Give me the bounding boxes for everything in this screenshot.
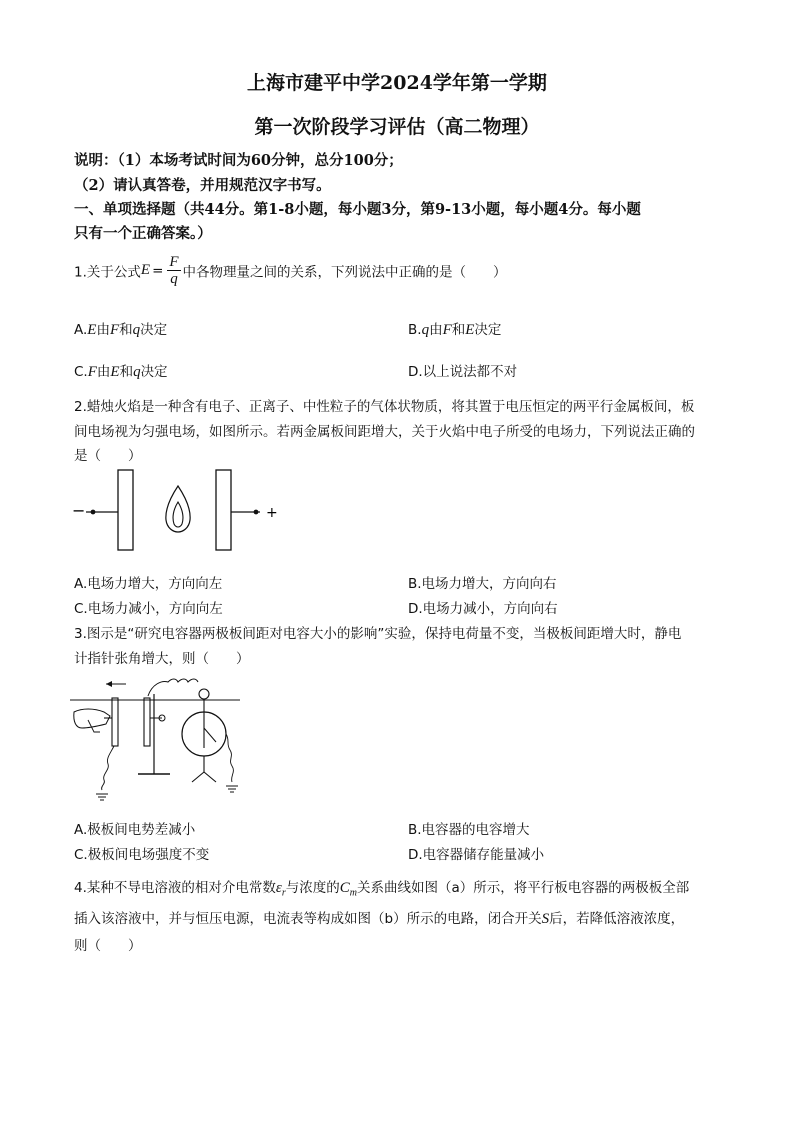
question-4-stem-line2 xyxy=(74,907,684,928)
q1-a-var2: F xyxy=(109,322,120,338)
q1-c-label: C. xyxy=(74,364,88,380)
question-4-stem-line3: 则（ ） xyxy=(74,938,142,954)
q1-a-var3: q xyxy=(132,322,141,338)
left-plate xyxy=(118,470,133,550)
q4-cm-sub: m xyxy=(349,887,357,899)
q2-option-a[interactable]: A.电场力增大，方向向左 xyxy=(74,576,223,592)
q1-suffix: 中各物理量之间的关系，下列说法中正确的是（ ） xyxy=(182,264,507,281)
q2-plates-figure xyxy=(70,466,290,558)
q4-cm: C xyxy=(339,880,350,896)
exam-title-line1: 上海市建平中学2024学年第一学期 xyxy=(247,72,547,94)
q2-option-c[interactable]: C.电场力减小，方向向左 xyxy=(74,601,223,617)
q1-b-text2: 和 xyxy=(451,322,466,338)
q3-option-a[interactable]: A.极板间电势差减小 xyxy=(74,822,196,838)
q1-formula-fraction xyxy=(167,254,180,287)
q1-b-var2: F xyxy=(442,322,452,338)
exam-title-line2: 第一次阶段学习评估（高二物理） xyxy=(254,116,540,138)
question-2-stem-line3: 是（ ） xyxy=(74,448,142,464)
q1-b-var3: E xyxy=(465,322,475,338)
q4-epsilon-sub: r xyxy=(281,887,286,899)
q1-formula-num: F xyxy=(169,254,179,270)
q1-prefix: 1.关于公式 xyxy=(74,264,141,281)
q1-a-text3: 决定 xyxy=(140,322,168,338)
question-2-stem-line1: 2.蜡烛火焰是一种含有电子、正离子、中性粒子的气体状物质，将其置于电压恒定的两平行金属板间，板 xyxy=(74,399,695,415)
q4-l2-b: 后，若降低溶液浓度， xyxy=(549,911,685,927)
q1-option-b[interactable] xyxy=(408,318,501,339)
q1-c-var2: E xyxy=(110,364,120,380)
q1-c-text3: 决定 xyxy=(140,364,168,380)
question-1-stem xyxy=(74,254,507,287)
q1-formula-den: q xyxy=(170,271,178,287)
q2-option-b[interactable]: B.电场力增大，方向向右 xyxy=(408,576,557,592)
section-heading-line1: 一、单项选择题（共44分。第1-8小题，每小题3分，第9-13小题，每小题4分。每小题 xyxy=(74,201,641,218)
note-line2: （2）请认真答卷，并用规范汉字书写。 xyxy=(74,177,331,194)
question-3-stem-line1: 3.图示是“研究电容器两极板间距对电容大小的影响”实验，保持电荷量不变，当极板间距增大时，静电 xyxy=(74,626,682,642)
q1-formula-eq: = xyxy=(152,262,164,279)
q1-option-c[interactable] xyxy=(74,360,168,381)
q3-option-c[interactable]: C.极板间电场强度不变 xyxy=(74,847,210,863)
q4-switch-s: S xyxy=(541,911,550,927)
q1-c-var1: F xyxy=(87,364,97,380)
hand-icon xyxy=(74,709,110,732)
note-line1: 说明：（1）本场考试时间为60分钟，总分100分； xyxy=(74,152,403,169)
q1-formula-lhs: E xyxy=(140,262,151,278)
q1-c-text1: 由 xyxy=(96,364,111,380)
q4-l1-b: 与浓度的 xyxy=(285,880,340,896)
q1-b-text3: 决定 xyxy=(474,322,502,338)
section-heading-line2: 只有一个正确答案。） xyxy=(74,225,212,242)
question-4-stem-line1 xyxy=(74,876,689,899)
q4-l1-a: 4.某种不导电溶液的相对介电常数 xyxy=(74,880,276,896)
q1-option-d[interactable]: D.以上说法都不对 xyxy=(408,364,518,380)
q1-a-text2: 和 xyxy=(119,322,133,338)
q1-c-var3: q xyxy=(133,364,141,380)
q1-option-a[interactable] xyxy=(74,318,167,339)
question-2-stem-line2: 间电场视为匀强电场，如图所示。若两金属板间距增大，关于火焰中电子所受的电场力，下列说法正确的 xyxy=(74,424,695,440)
q1-b-label: B. xyxy=(408,322,422,338)
candle-flame-icon xyxy=(166,486,190,532)
q4-l2-a: 插入该溶液中，并与恒压电源，电流表等构成如图（b）所示的电路，闭合开关 xyxy=(74,911,542,927)
question-3-stem-line2: 计指针张角增大，则（ ） xyxy=(74,651,250,667)
right-plate xyxy=(216,470,231,550)
q1-a-text1: 由 xyxy=(96,322,110,338)
q4-epsilon: ε xyxy=(275,880,282,896)
q3-option-d[interactable]: D.电容器储存能量减小 xyxy=(408,847,545,863)
q4-l1-c: 关系曲线如图（a）所示，将平行板电容器的两极板全部 xyxy=(356,880,690,896)
q2-minus-sign: − xyxy=(72,501,86,520)
q2-plus-sign: + xyxy=(266,505,278,521)
q1-a-label: A. xyxy=(74,322,88,338)
q1-c-text2: 和 xyxy=(119,364,134,380)
q1-b-text1: 由 xyxy=(429,322,443,338)
q3-option-b[interactable]: B.电容器的电容增大 xyxy=(408,822,530,838)
q3-capacitor-apparatus-figure xyxy=(70,672,250,804)
q1-a-var1: E xyxy=(87,322,97,338)
q2-option-d[interactable]: D.电场力减小，方向向右 xyxy=(408,601,558,617)
q1-b-var1: q xyxy=(421,322,430,338)
